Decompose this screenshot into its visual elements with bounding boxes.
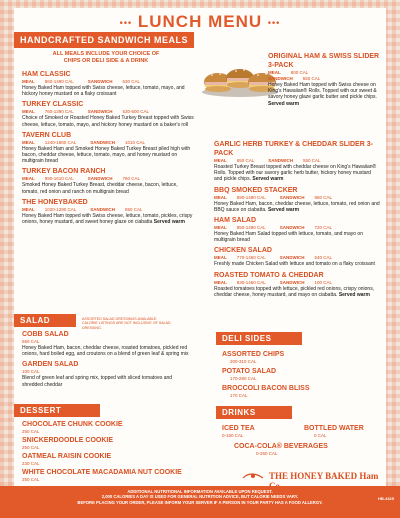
menu-item: GARLIC HERB TURKEY & CHEDDAR SLIDER 3-PACK MEAL 650 CAL SANDWICH 550 CAL Roasted Turkey Breast topped with cheddar cheese on King's Hawaiian® Rolls. Topped with our savory garlic herb butter, hickory honey mustard and pickle chips. Served warm [214,141,377,183]
menu-item: COBB SALAD 560 CAL Honey Baked Ham, bacon, cheddar cheese, roasted tomatoes, pickled red onions, hard boiled egg, and croutons on a blend of green leaf & spring mix [22,331,189,358]
menu-title: ••• LUNCH MENU ••• [119,12,281,31]
menu-item: HAM CLASSIC MEAL 860-1490 CAL SANDWICH 630 CAL Honey Baked Ham topped with Swiss cheese, lettuce, tomato, mayo, and hickory honey mustard on a flaky croissant [22,71,185,98]
menu-item: CHOCOLATE CHUNK COOKIE 250 CAL [22,421,123,434]
deli-sides-banner: DELI SIDES [216,332,302,345]
logo-text: THE HONEY BAKED Ham [269,471,379,481]
dessert-banner: DESSERT [14,404,100,417]
menu-item: GARDEN SALAD 100 CAL Blend of green leaf and spring mix, topped with sliced tomatoes and shredded cheddar [22,361,173,388]
menu-card [14,8,386,488]
menu-item: CHICKEN SALAD MEAL 770-1460 CAL SANDWICH 540 CAL Freshly made Chicken Salad with lettuce and tomato on a flaky croissant [214,247,375,268]
footer: ADDITIONAL NUTRITIONAL INFORMATION AVAILABLE UPON REQUEST. 2,000 CALORIES A DAY IS USED FOR GENERAL NUTRITION ADVICE, BUT CALORIE NEEDS VARY. BEFORE PLACING YOUR ORDER, PLEASE INFORM YOUR SERVER IF A PERSON IN YOUR PARTY HAS A FOOD ALLERGY. HB-4325 [0,486,400,518]
menu-item: POTATO SALAD 170-280 CAL [222,368,277,381]
menu-code: HB-4325 [377,496,394,501]
menu-item: BROCCOLI BACON BLISS 170 CAL [222,385,310,398]
menu-item: SNICKERDOODLE COOKIE 250 CAL [22,437,114,450]
slider-3pack-item: ORIGINAL HAM & SWISS SLIDER 3-PACK MEAL 800 CAL SANDWICH 550 CAL Honey Baked Ham topped with Swiss cheese on King's Hawaiian® Rolls. Topped with our sweet & savory honey glaze garlic butter and pickle chips. Served warm [268,53,380,107]
right-sandwich-column [214,140,380,301]
salad-list [22,330,194,391]
menu-item: HAM SALAD MEAL 950-1490 CAL SANDWICH 720 CAL Honey Baked Ham Salad topped with lettuce, tomato, and mayo on multigrain bread [214,217,363,244]
menu-item: ROASTED TOMATO & CHEDDAR MEAL 830-1460 CAL SANDWICH 100 CAL Roasted tomatoes topped with lettuce, pickled red onions, crispy onions, cheddar cheese, honey mustard, and mayo on ciabatta. Served warm [214,271,375,298]
menu-item: TAVERN CLUB MEAL 1240-1880 CAL SANDWICH 1010 CAL Honey Baked Ham and Smoked Honey Baked Turkey Breast piled high with bacon, cheddar cheese, lettuce, tomato, mayo, and honey mustard on multigrain bread [22,131,191,165]
menu-item: THE HONEYBAKED MEAL 1020-1290 CAL SANDWICH 850 CAL Honey Baked Ham topped with Swiss cheese, lettuce, tomato, pickles, crispy onions, honey mustard, and sweet honey glaze on ciabatta Served warm [22,198,193,226]
drink-item: ICED TEA 0-150 CAL [222,425,255,438]
drink-item: BOTTLED WATER 0 CAL [304,425,364,438]
menu-item: TURKEY CLASSIC MEAL 760-1390 CAL SANDWICH 530-600 CAL Choice of Smoked or Roasted Honey Baked Turkey Breast topped with Swiss cheese, lettuce, tomato, mayo, and hickory honey mustard on a baker's roll [22,101,194,128]
drink-item: COCA-COLA® BEVERAGES 0-250 CAL [234,443,328,456]
menu-item: OATMEAL RAISIN COOKIE 230 CAL [22,453,112,466]
menu-item: BBQ SMOKED STACKER MEAL 890-1480 CAL SANDWICH 860 CAL Honey Baked Ham, bacon, cheddar cheese, lettuce, tomato, red onion and BBQ sauce on ciabatta. Served warm [214,186,380,213]
menu-item: TURKEY BACON RANCH MEAL 990-1610 CAL SANDWICH 760 CAL Smoked Honey Baked Turkey Breast, cheddar cheese, bacon, lettuce, tomato, red onion and ranch on multigrain bread [22,168,178,195]
sandwich-meals-subtitle: ALL MEALS INCLUDE YOUR CHOICE OF CHIPS OR DELI SIDE & A DRINK [52,51,160,64]
menu-item: ASSORTED CHIPS 200-310 CAL [222,351,285,364]
dessert-list [22,420,202,484]
drinks-banner: DRINKS [216,406,292,419]
deli-sides-list [222,350,372,401]
left-sandwich-column [22,70,194,228]
menu-item: WHITE CHOCOLATE MACADAMIA NUT COOKIE 250 CAL [22,469,182,482]
salad-dressing-note: ASSORTED SALAD DRESSINGS AVAILABLE. CALORIE LISTINGS ARE NOT INCLUSIVE OF SALAD DRESSING. [82,317,171,330]
salad-banner: SALAD [14,314,76,327]
sandwich-meals-banner: HANDCRAFTED SANDWICH MEALS [14,32,194,48]
